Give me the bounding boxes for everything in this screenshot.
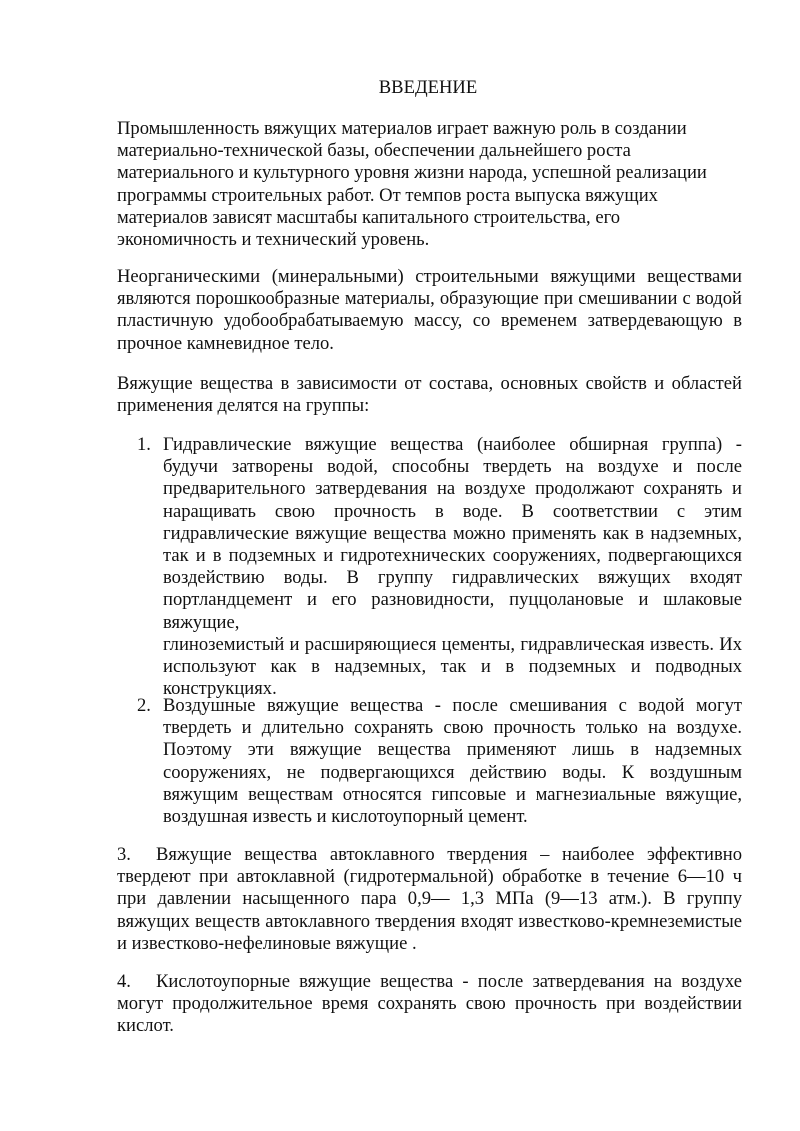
list-number: 3. — [117, 844, 131, 865]
list-item-text: Кислотоупорные вяжущие вещества - после затвердевания на воздухе могут продолжительное время сохранять свою прочность при воздействии кислот. — [117, 971, 742, 1037]
list-number: 4. — [117, 971, 131, 992]
list-item-hydraulic — [117, 434, 742, 700]
list-item-acid-resistant — [117, 971, 742, 1038]
page-title: ВВЕДЕНИЕ — [378, 77, 478, 98]
intro-paragraph: Промышленность вяжущих материалов играет важную роль в создании материально-технической базы, обеспечении дальнейшего роста материального и культурного уровня жизни народа, успешной реализации программы строительных работ. От темпов роста выпуска вяжущих материалов зависят масштабы капитального строительства, его экономичность и технический уровень. — [117, 118, 707, 251]
list-number: 2. — [137, 695, 151, 716]
list-item-air — [117, 695, 742, 828]
list-item-text: Гидравлические вяжущие вещества (наиболее обширная группа) - будучи затворены водой, способны твердеть на воздухе и после предварительного затвердевания на воздухе продолжают сохранять и наращивать свою прочность в воде. В соответствии с этим гидравлические вяжущие вещества можно применять как в надземных, так и в подземных и гидротехнических сооружениях, подвергающихся воздействию воды. В группу гидравлических вяжущих входят портландцемент и его разновидности, пуццолановые и шлаковые вяжущие, — [163, 434, 742, 633]
list-item-continuation: глиноземистый и расширяющиеся цементы, гидравлическая известь. Их используют как в надземных, так и в подземных и подводных конструкциях. — [163, 633, 742, 700]
list-item-text: Воздушные вяжущие вещества - после смешивания с водой могут твердеть и длительно сохранять свою прочность только на воздухе. Поэтому эти вяжущие вещества применяют лишь в надземных сооружениях, не подвергающихся действию воды. К воздушным вяжущим веществам относятся гипсовые и магнезиальные вяжущие, воздушная известь и кислотоупорный цемент. — [163, 695, 742, 828]
list-number: 1. — [137, 434, 151, 455]
list-item-text: Вяжущие вещества автоклавного твердения – наиболее эффективно твердеют при автоклавной (гидротермальной) обработке в течение 6—10 ч при давлении насыщенного пара 0,9— 1,3 МПа (9—13 атм.). В группу вяжущих веществ автоклавного твердения входят известково-кремнеземистые и известково-нефелиновые вяжущие . — [117, 844, 742, 954]
groups-paragraph: Вяжущие вещества в зависимости от состава, основных свойств и областей применения делятся на группы: — [117, 373, 742, 417]
list-item-autoclave — [117, 844, 742, 955]
definition-paragraph: Неорганическими (минеральными) строительными вяжущими веществами являются порошкообразные материалы, образующие при смешивании с водой пластичную удобообрабатываемую массу, со временем затвердевающую в прочное камневидное тело. — [117, 266, 742, 354]
